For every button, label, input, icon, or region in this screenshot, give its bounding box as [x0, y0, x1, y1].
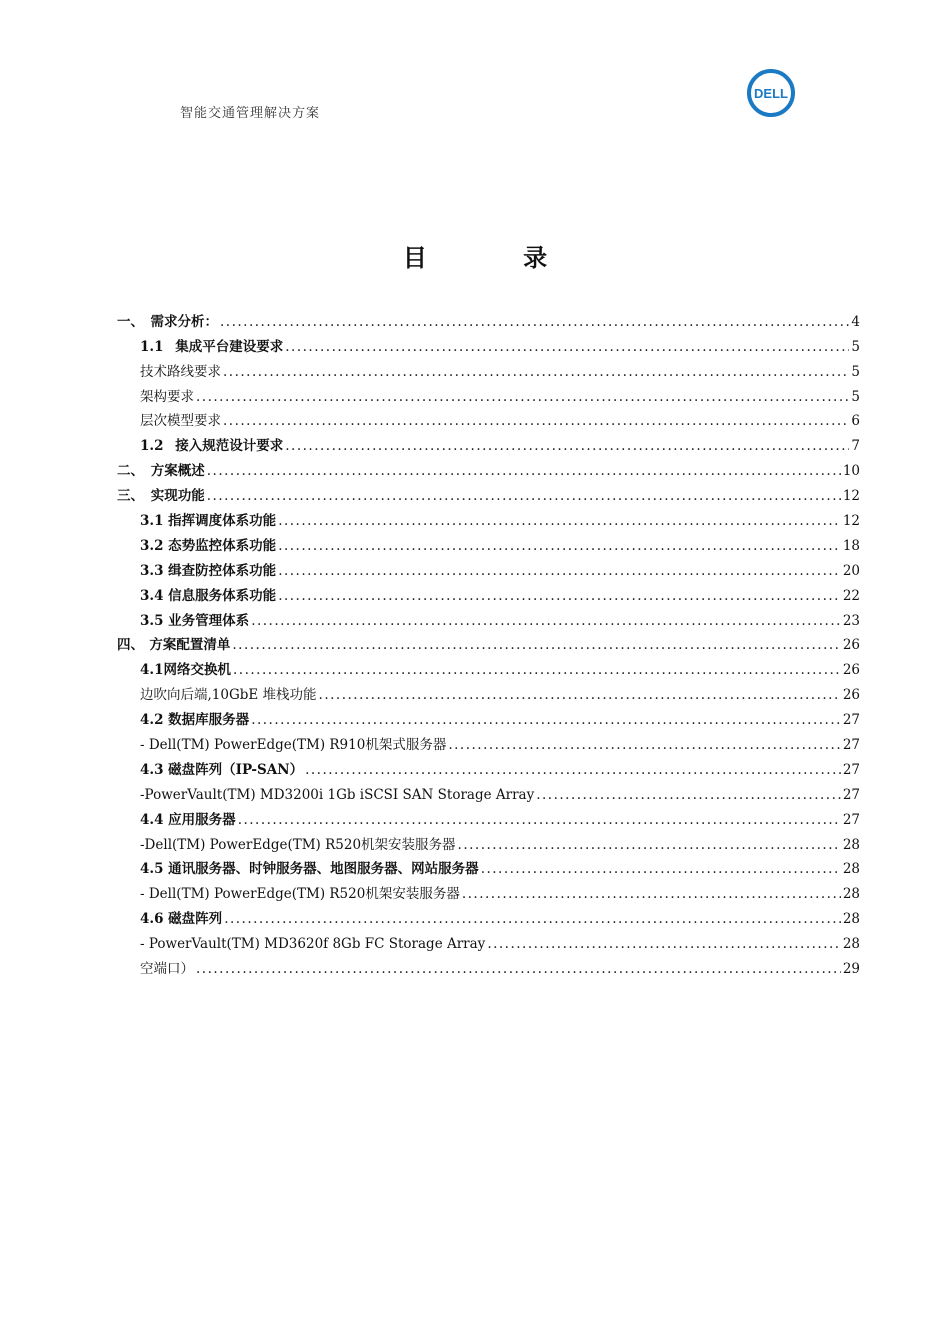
- toc-entry-label: 架构要求: [140, 388, 194, 405]
- toc-entry[interactable]: [117, 678, 860, 703]
- toc-entry-number: 四、: [117, 637, 144, 654]
- toc-dot-leader: [207, 463, 841, 479]
- toc-entry[interactable]: [117, 952, 860, 977]
- toc-entry[interactable]: [117, 479, 860, 504]
- toc-entry[interactable]: [117, 803, 860, 828]
- toc-entry-label: 层次模型要求: [140, 413, 221, 430]
- toc-entry-number: 二、: [117, 463, 144, 480]
- toc-page-number: 26: [842, 662, 860, 679]
- toc-entry-label: - Dell(TM) PowerEdge(TM) R910机架式服务器: [140, 737, 447, 754]
- toc-page-number: 12: [842, 488, 860, 505]
- toc-page-number: 7: [851, 438, 860, 455]
- toc-page-number: 27: [842, 737, 860, 754]
- toc-page-number: 29: [842, 961, 860, 978]
- toc-dot-leader: [458, 837, 841, 853]
- toc-entry[interactable]: [117, 828, 860, 853]
- toc-dot-leader: [232, 637, 840, 653]
- toc-entry[interactable]: [117, 429, 860, 454]
- toc-entry[interactable]: [117, 853, 860, 878]
- toc-page-number: 26: [842, 687, 860, 704]
- toc-page-number: 28: [842, 936, 860, 953]
- toc-entry[interactable]: [117, 454, 860, 479]
- toc-dot-leader: [319, 687, 841, 703]
- toc-dot-leader: [196, 961, 841, 977]
- toc-entry[interactable]: [117, 380, 860, 405]
- toc-dot-leader: [278, 588, 841, 604]
- toc-title: 目 录: [402, 243, 592, 272]
- toc-dot-leader: [223, 364, 849, 380]
- toc-page-number: 22: [842, 587, 860, 604]
- toc-page-number: 27: [842, 786, 860, 803]
- toc-entry-label: - Dell(TM) PowerEdge(TM) R520机架安装服务器: [140, 886, 460, 903]
- toc-entry-label: 边吹向后端,10GbE 堆栈功能: [140, 687, 317, 704]
- toc-entry[interactable]: [117, 554, 860, 579]
- toc-entry[interactable]: [117, 902, 860, 927]
- toc-entry-label: 集成平台建设要求: [175, 338, 284, 355]
- toc-page-number: 6: [851, 413, 860, 430]
- toc-dot-leader: [223, 413, 849, 429]
- dell-logo: [745, 69, 797, 117]
- toc-dot-leader: [305, 762, 841, 778]
- toc-entry-label: 空端口）: [140, 961, 194, 978]
- toc-entry[interactable]: [117, 504, 860, 529]
- toc-page-number: 26: [842, 637, 860, 654]
- toc-entry-label: 4.1网络交换机: [140, 662, 231, 679]
- toc-page-number: 5: [851, 363, 860, 380]
- toc-dot-leader: [224, 911, 841, 927]
- toc-entry-number: 1.2: [140, 438, 164, 455]
- toc-entry-label: 接入规范设计要求: [175, 438, 284, 455]
- toc-entry[interactable]: [117, 753, 860, 778]
- toc-dot-leader: [285, 438, 849, 454]
- toc-dot-leader: [481, 861, 841, 877]
- toc-entry-label: 4.6 磁盘阵列: [140, 911, 223, 928]
- toc-dot-leader: [278, 538, 841, 554]
- toc-entry-label: 方案配置清单: [149, 637, 231, 654]
- toc-page-number: 4: [851, 313, 860, 330]
- toc-entry-label: 3.2 态势监控体系功能: [140, 537, 277, 554]
- toc-page-number: 27: [842, 712, 860, 729]
- toc-entry[interactable]: [117, 927, 860, 952]
- toc-entry-label: 4.3 磁盘阵列（IP-SAN）: [140, 761, 304, 778]
- toc-entry-label: 4.2 数据库服务器: [140, 712, 250, 729]
- toc-page-number: 27: [842, 811, 860, 828]
- toc-page-number: 23: [842, 612, 860, 629]
- toc-entry[interactable]: [117, 330, 860, 355]
- toc-page-number: 18: [842, 537, 860, 554]
- table-of-contents: [117, 305, 860, 977]
- toc-entry-label: 实现功能: [150, 488, 205, 505]
- toc-page-number: 28: [842, 836, 860, 853]
- toc-entry-label: 3.4 信息服务体系功能: [140, 587, 277, 604]
- toc-dot-leader: [448, 737, 840, 753]
- toc-entry-label: - PowerVault(TM) MD3620f 8Gb FC Storage Array: [140, 936, 486, 953]
- toc-entry[interactable]: [117, 778, 860, 803]
- document-header-title: 智能交通管理解决方案: [180, 106, 321, 121]
- toc-page-number: 28: [842, 886, 860, 903]
- toc-dot-leader: [536, 787, 841, 803]
- toc-entry[interactable]: [117, 405, 860, 430]
- toc-page-number: 5: [851, 338, 860, 355]
- toc-entry-label: 方案概述: [150, 463, 205, 480]
- toc-entry-label: 4.5 通讯服务器、时钟服务器、地图服务器、网站服务器: [140, 861, 479, 878]
- toc-entry[interactable]: [117, 703, 860, 728]
- toc-entry-number: 一、: [117, 313, 144, 330]
- toc-entry-label: 3.5 业务管理体系: [140, 612, 250, 629]
- toc-dot-leader: [278, 513, 841, 529]
- toc-entry[interactable]: [117, 579, 860, 604]
- toc-entry[interactable]: [117, 728, 860, 753]
- toc-dot-leader: [251, 712, 841, 728]
- toc-entry-number: 三、: [117, 488, 144, 505]
- toc-dot-leader: [233, 662, 841, 678]
- toc-page-number: 28: [842, 861, 860, 878]
- toc-entry-label: 4.4 应用服务器: [140, 811, 236, 828]
- svg-text:DELL: DELL: [754, 86, 788, 101]
- toc-entry-label: -Dell(TM) PowerEdge(TM) R520机架安装服务器: [140, 836, 456, 853]
- toc-entry-label: 需求分析：: [150, 313, 218, 330]
- toc-page-number: 28: [842, 911, 860, 928]
- toc-entry[interactable]: [117, 305, 860, 330]
- toc-page-number: 12: [842, 513, 860, 530]
- toc-entry-number: 1.1: [140, 338, 164, 355]
- toc-page-number: 27: [842, 761, 860, 778]
- toc-dot-leader: [238, 812, 841, 828]
- toc-entry[interactable]: [117, 877, 860, 902]
- toc-dot-leader: [207, 488, 841, 504]
- toc-dot-leader: [278, 563, 841, 579]
- toc-entry[interactable]: [117, 653, 860, 678]
- toc-page-number: 20: [842, 562, 860, 579]
- toc-dot-leader: [251, 613, 841, 629]
- toc-entry-label: 技术路线要求: [140, 363, 221, 380]
- toc-entry-label: 3.3 缉查防控体系功能: [140, 562, 277, 579]
- toc-entry-label: -PowerVault(TM) MD3200i 1Gb iSCSI SAN Storage Array: [140, 786, 535, 803]
- toc-dot-leader: [285, 339, 849, 355]
- toc-dot-leader: [220, 314, 849, 330]
- toc-entry[interactable]: [117, 604, 860, 629]
- toc-entry[interactable]: [117, 529, 860, 554]
- toc-entry[interactable]: [117, 355, 860, 380]
- toc-entry[interactable]: [117, 629, 860, 654]
- toc-page-number: 5: [851, 388, 860, 405]
- toc-dot-leader: [196, 389, 849, 405]
- toc-dot-leader: [487, 936, 841, 952]
- toc-dot-leader: [462, 886, 841, 902]
- toc-page-number: 10: [842, 463, 860, 480]
- toc-entry-label: 3.1 指挥调度体系功能: [140, 513, 277, 530]
